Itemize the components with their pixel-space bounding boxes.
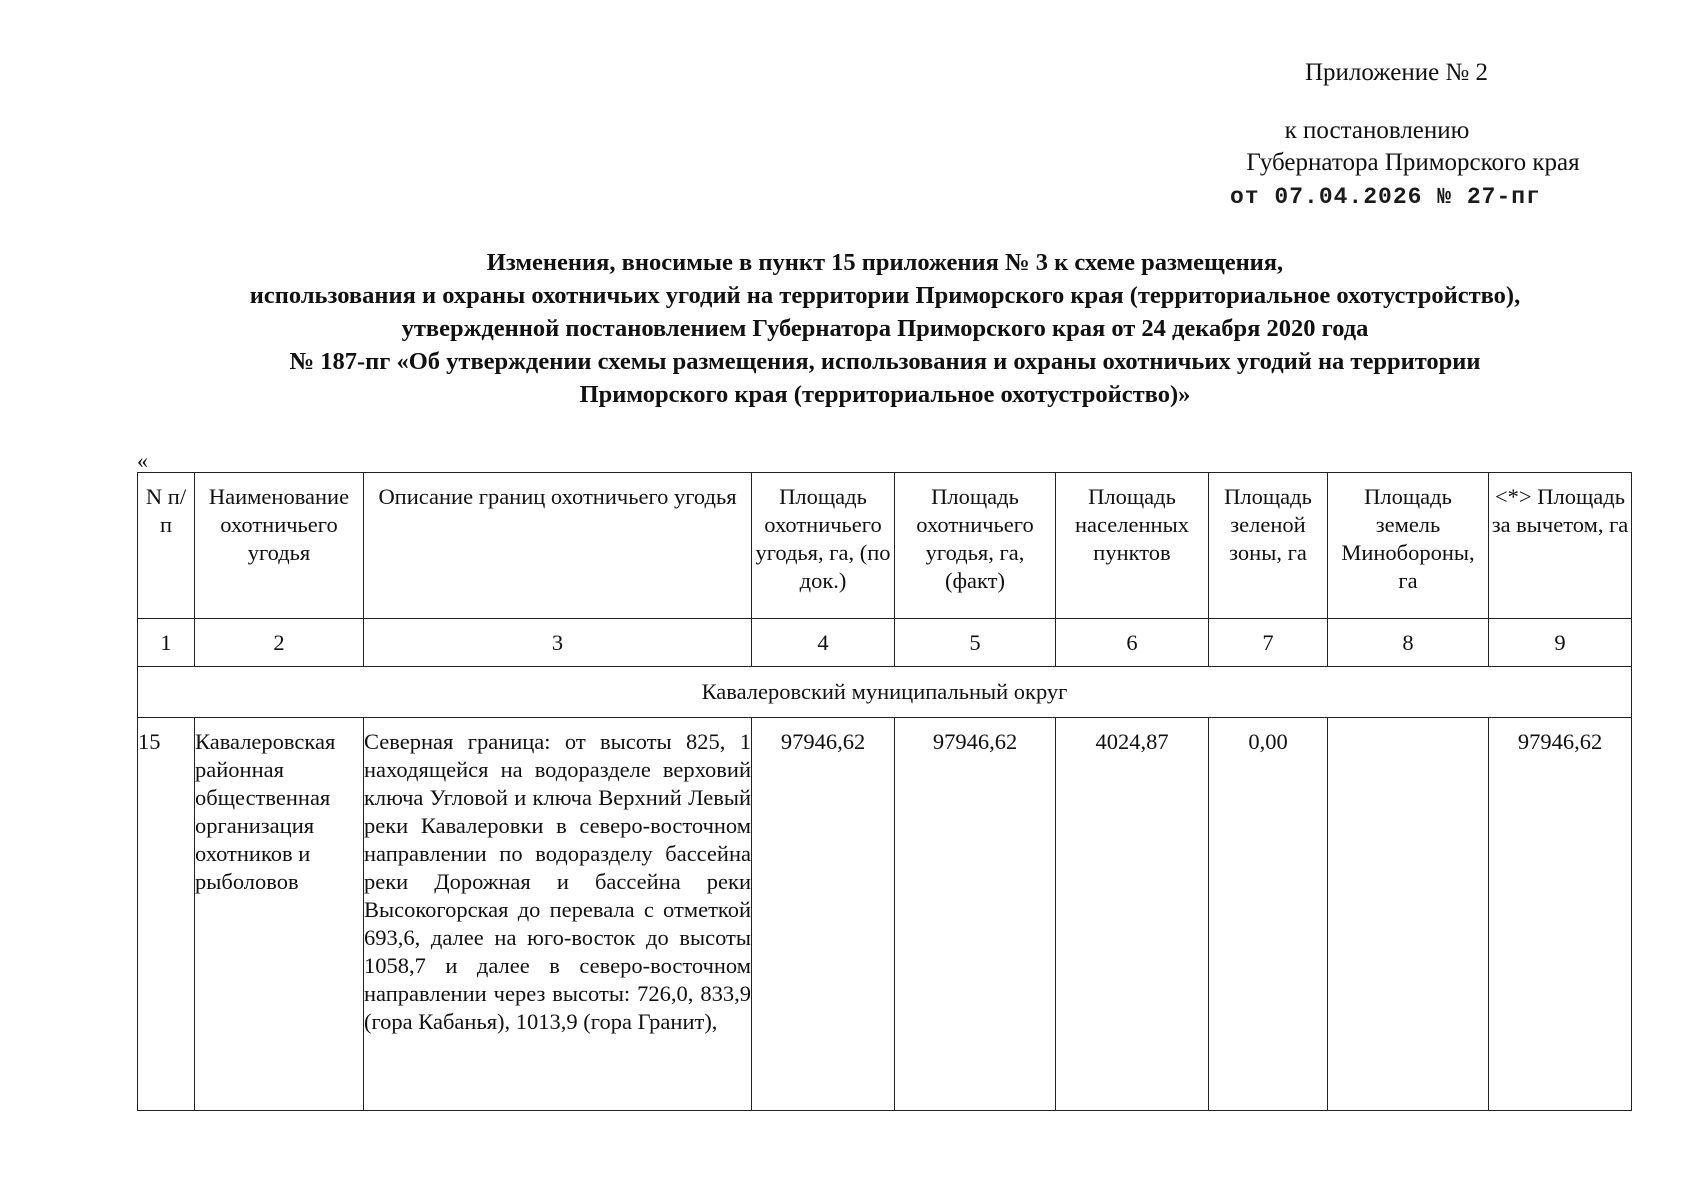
header-area-doc: Площадь охотничьего угодья, га, (по док.) [752,473,895,619]
header-defense-land: Площадь земель Минобороны, га [1328,473,1489,619]
title-line: использования и охраны охотничьих угодий на территории Приморского края (территориальное охотустройство), [249,282,1521,309]
header-area-fact: Площадь охотничьего угодья, га, (факт) [895,473,1056,619]
decree-line-2: Губернатора Приморского края [1246,149,1580,176]
decree-reference [1215,115,1595,179]
column-number: 5 [895,619,1056,667]
title-line: утвержденной постановлением Губернатора Приморского края от 24 декабря 2020 года [401,315,1369,342]
hunting-grounds-table [137,472,1632,1111]
header-settlements: Площадь населенных пунктов [1056,473,1209,619]
header-ground-name: Наименование охотничьего угодья [195,473,364,619]
district-name: Кавалеровский муниципальный округ [138,667,1632,718]
column-number-row [138,619,1632,667]
appendix-label: Приложение № 2 [1305,59,1489,86]
title-line: № 187-пг «Об утверждении схемы размещения, использования и охраны охотничьих угодий на территории [289,348,1481,375]
column-number: 4 [752,619,895,667]
column-number: 2 [195,619,364,667]
column-number: 6 [1056,619,1209,667]
title-line: Изменения, вносимые в пункт 15 приложения № 3 к схеме размещения, [486,249,1284,276]
column-number: 3 [364,619,752,667]
settlements-value: 4024,87 [1056,718,1209,1111]
column-number: 7 [1209,619,1328,667]
header-number: N п/п [138,473,195,619]
decree-line-1: к постановлению [1284,117,1470,144]
header-area-net: <*> Площадь за вычетом, га [1489,473,1632,619]
area-net-value: 97946,62 [1489,718,1632,1111]
ground-name: Кавалеровская районная общественная организация охотников и рыболовов [195,718,364,1111]
defense-land-value [1328,718,1489,1111]
column-number: 1 [138,619,195,667]
document-title [120,246,1650,411]
column-number: 8 [1328,619,1489,667]
table-header-row [138,473,1632,619]
header-green-zone: Площадь зеленой зоны, га [1209,473,1328,619]
green-zone-value: 0,00 [1209,718,1328,1111]
title-line: Приморского края (территориальное охотустройство)» [579,381,1191,408]
decree-stamp: от 07.04.2026 № 27-пг [1230,184,1541,210]
column-number: 9 [1489,619,1632,667]
opening-quote: « [137,448,148,473]
row-number: 15 [138,718,195,1111]
boundary-description: Северная граница: от высоты 825, 1 находящейся на водоразделе верховий ключа Угловой и ключа Верхний Левый реки Кавалеровки в северо-восточном направлении по водоразделу бассейна реки Дорожная и бассейна реки Высокогорская до перевала с отметкой 693,6, далее на юго-восток до высоты 1058,7 и далее в северо-восточном направлении через высоты: 726,0, 833,9 (гора Кабанья), 1013,9 (гора Гранит), [364,718,752,1111]
district-row [138,667,1632,718]
header-boundary-description: Описание границ охотничьего угодья [364,473,752,619]
area-fact-value: 97946,62 [895,718,1056,1111]
area-doc-value: 97946,62 [752,718,895,1111]
table-row [138,718,1632,1111]
